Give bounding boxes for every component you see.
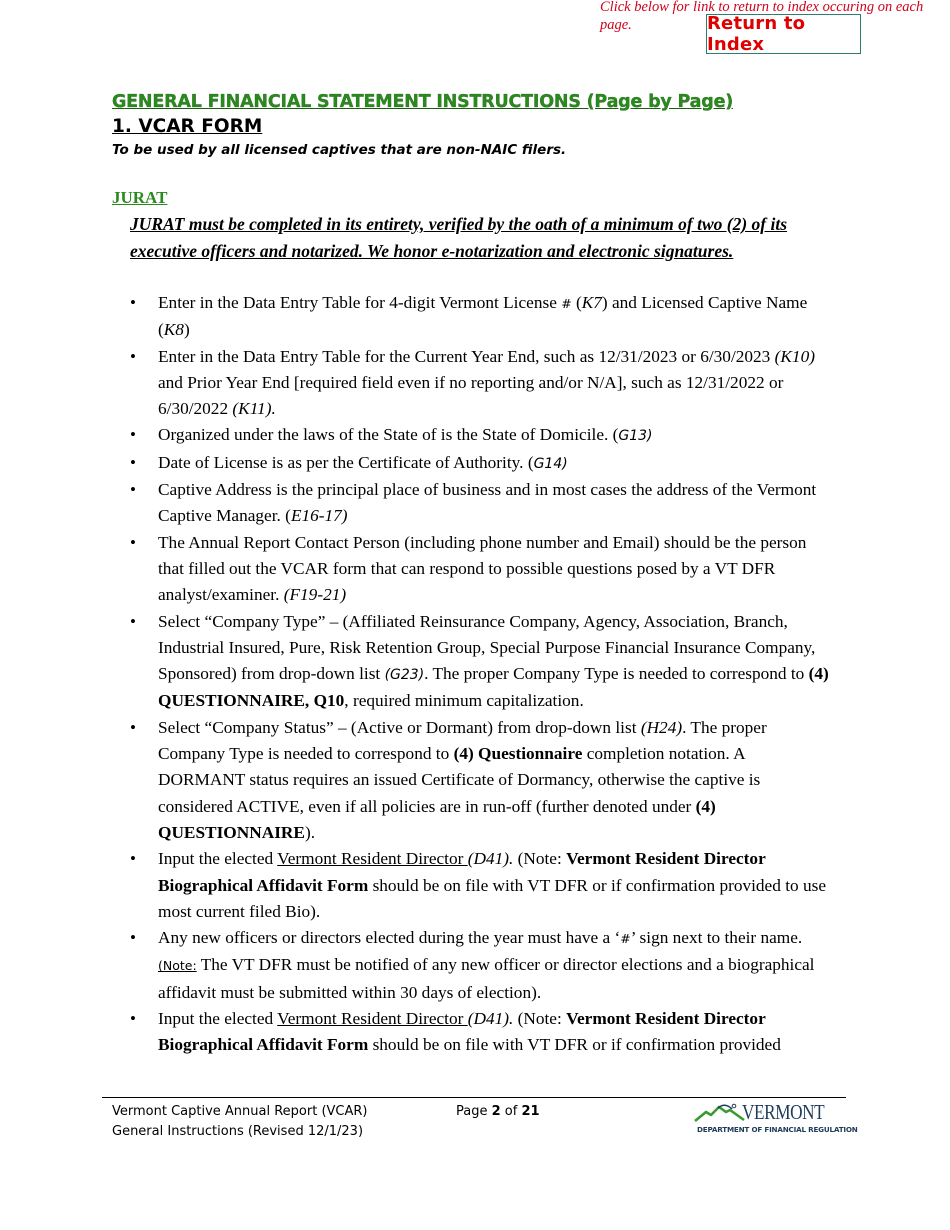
jurat-text: JURAT must be completed in its entirety, verified by the oath of a minimum of two (2) of its executive officers and notarized. We honor e-notarization and electronic signatures.	[130, 214, 788, 261]
section-title: 1. VCAR FORM	[112, 116, 263, 137]
footer-document-info: Vermont Captive Annual Report (VCAR) General Instructions (Revised 12/1/23)	[112, 1104, 368, 1139]
list-item: • Captive Address is the principal place of business and in most cases the address of the Vermont Captive Manager. (E16-17)	[130, 477, 830, 530]
list-item: • The Annual Report Contact Person (including phone number and Email) should be the person that filled out the VCAR form that can respond to possible questions posed by a VT DFR analyst/examiner. (F19-21)	[130, 530, 830, 609]
list-item: • Select “Company Type” – (Affiliated Reinsurance Company, Agency, Association, Branch, Industrial Insured, Pure, Risk Retention Group, Special Purpose Financial Insurance Company, Sponsored) from drop-down list (G23). The proper Company Type is needed to correspond to (4) QUESTIONNAIRE, Q10, required minimum capitalization.	[130, 609, 830, 715]
list-item: • Enter in the Data Entry Table for the Current Year End, such as 12/31/2023 or 6/30/2023 (K10) and Prior Year End [required field even if no reporting and/or N/A], such as 12/31/2022 or 6/30/2022 (K11).	[130, 344, 830, 423]
jurat-heading: JURAT	[112, 188, 168, 207]
list-item: • Any new officers or directors elected during the year must have a ‘#’ sign next to their name. (Note: The VT DFR must be notified of any new officer or director elections and a biographical affidavit must be submitted within 30 days of election).	[130, 925, 830, 1006]
list-item: • Input the elected Vermont Resident Director (D41). (Note: Vermont Resident Director Biographical Affidavit Form should be on file with VT DFR or if confirmation provided	[130, 1006, 830, 1059]
list-item: • Organized under the laws of the State of is the State of Domicile. (G13)	[130, 422, 830, 449]
list-item: • Date of License is as per the Certificate of Authority. (G14)	[130, 450, 830, 477]
return-to-index-button[interactable]: Return to Index	[706, 14, 861, 54]
list-item: • Select “Company Status” – (Active or Dormant) from drop-down list (H24). The proper Company Type is needed to correspond to (4) Questionnaire completion notation. A DORMANT status requires an issued Certificate of Dormancy, otherwise the captive is considered ACTIVE, even if all policies are in run-off (further denoted under (4) QUESTIONNAIRE).	[130, 715, 830, 846]
footer-divider	[102, 1097, 846, 1098]
list-item: • Enter in the Data Entry Table for 4-digit Vermont License # (K7) and Licensed Captive Name (K8)	[130, 290, 830, 344]
instruction-list	[130, 290, 830, 1059]
vermont-dfr-logo: VERMONT DEPARTMENT OF FINANCIAL REGULATION	[694, 1100, 839, 1138]
section-subtitle: To be used by all licensed captives that are non-NAIC filers.	[112, 142, 567, 158]
list-item: • Input the elected Vermont Resident Director (D41). (Note: Vermont Resident Director Biographical Affidavit Form should be on file with VT DFR or if confirmation provided to use most current filed Bio).	[130, 846, 830, 925]
resident-director-link: Vermont Resident Director	[277, 849, 468, 869]
page-number: Page 2 of 21	[456, 1104, 540, 1119]
index-link-note: Click below for link to return to index occuring on each page.	[600, 0, 924, 33]
page-title: GENERAL FINANCIAL STATEMENT INSTRUCTIONS (Page by Page)	[112, 92, 734, 112]
resident-director-link: Vermont Resident Director	[277, 1009, 468, 1029]
